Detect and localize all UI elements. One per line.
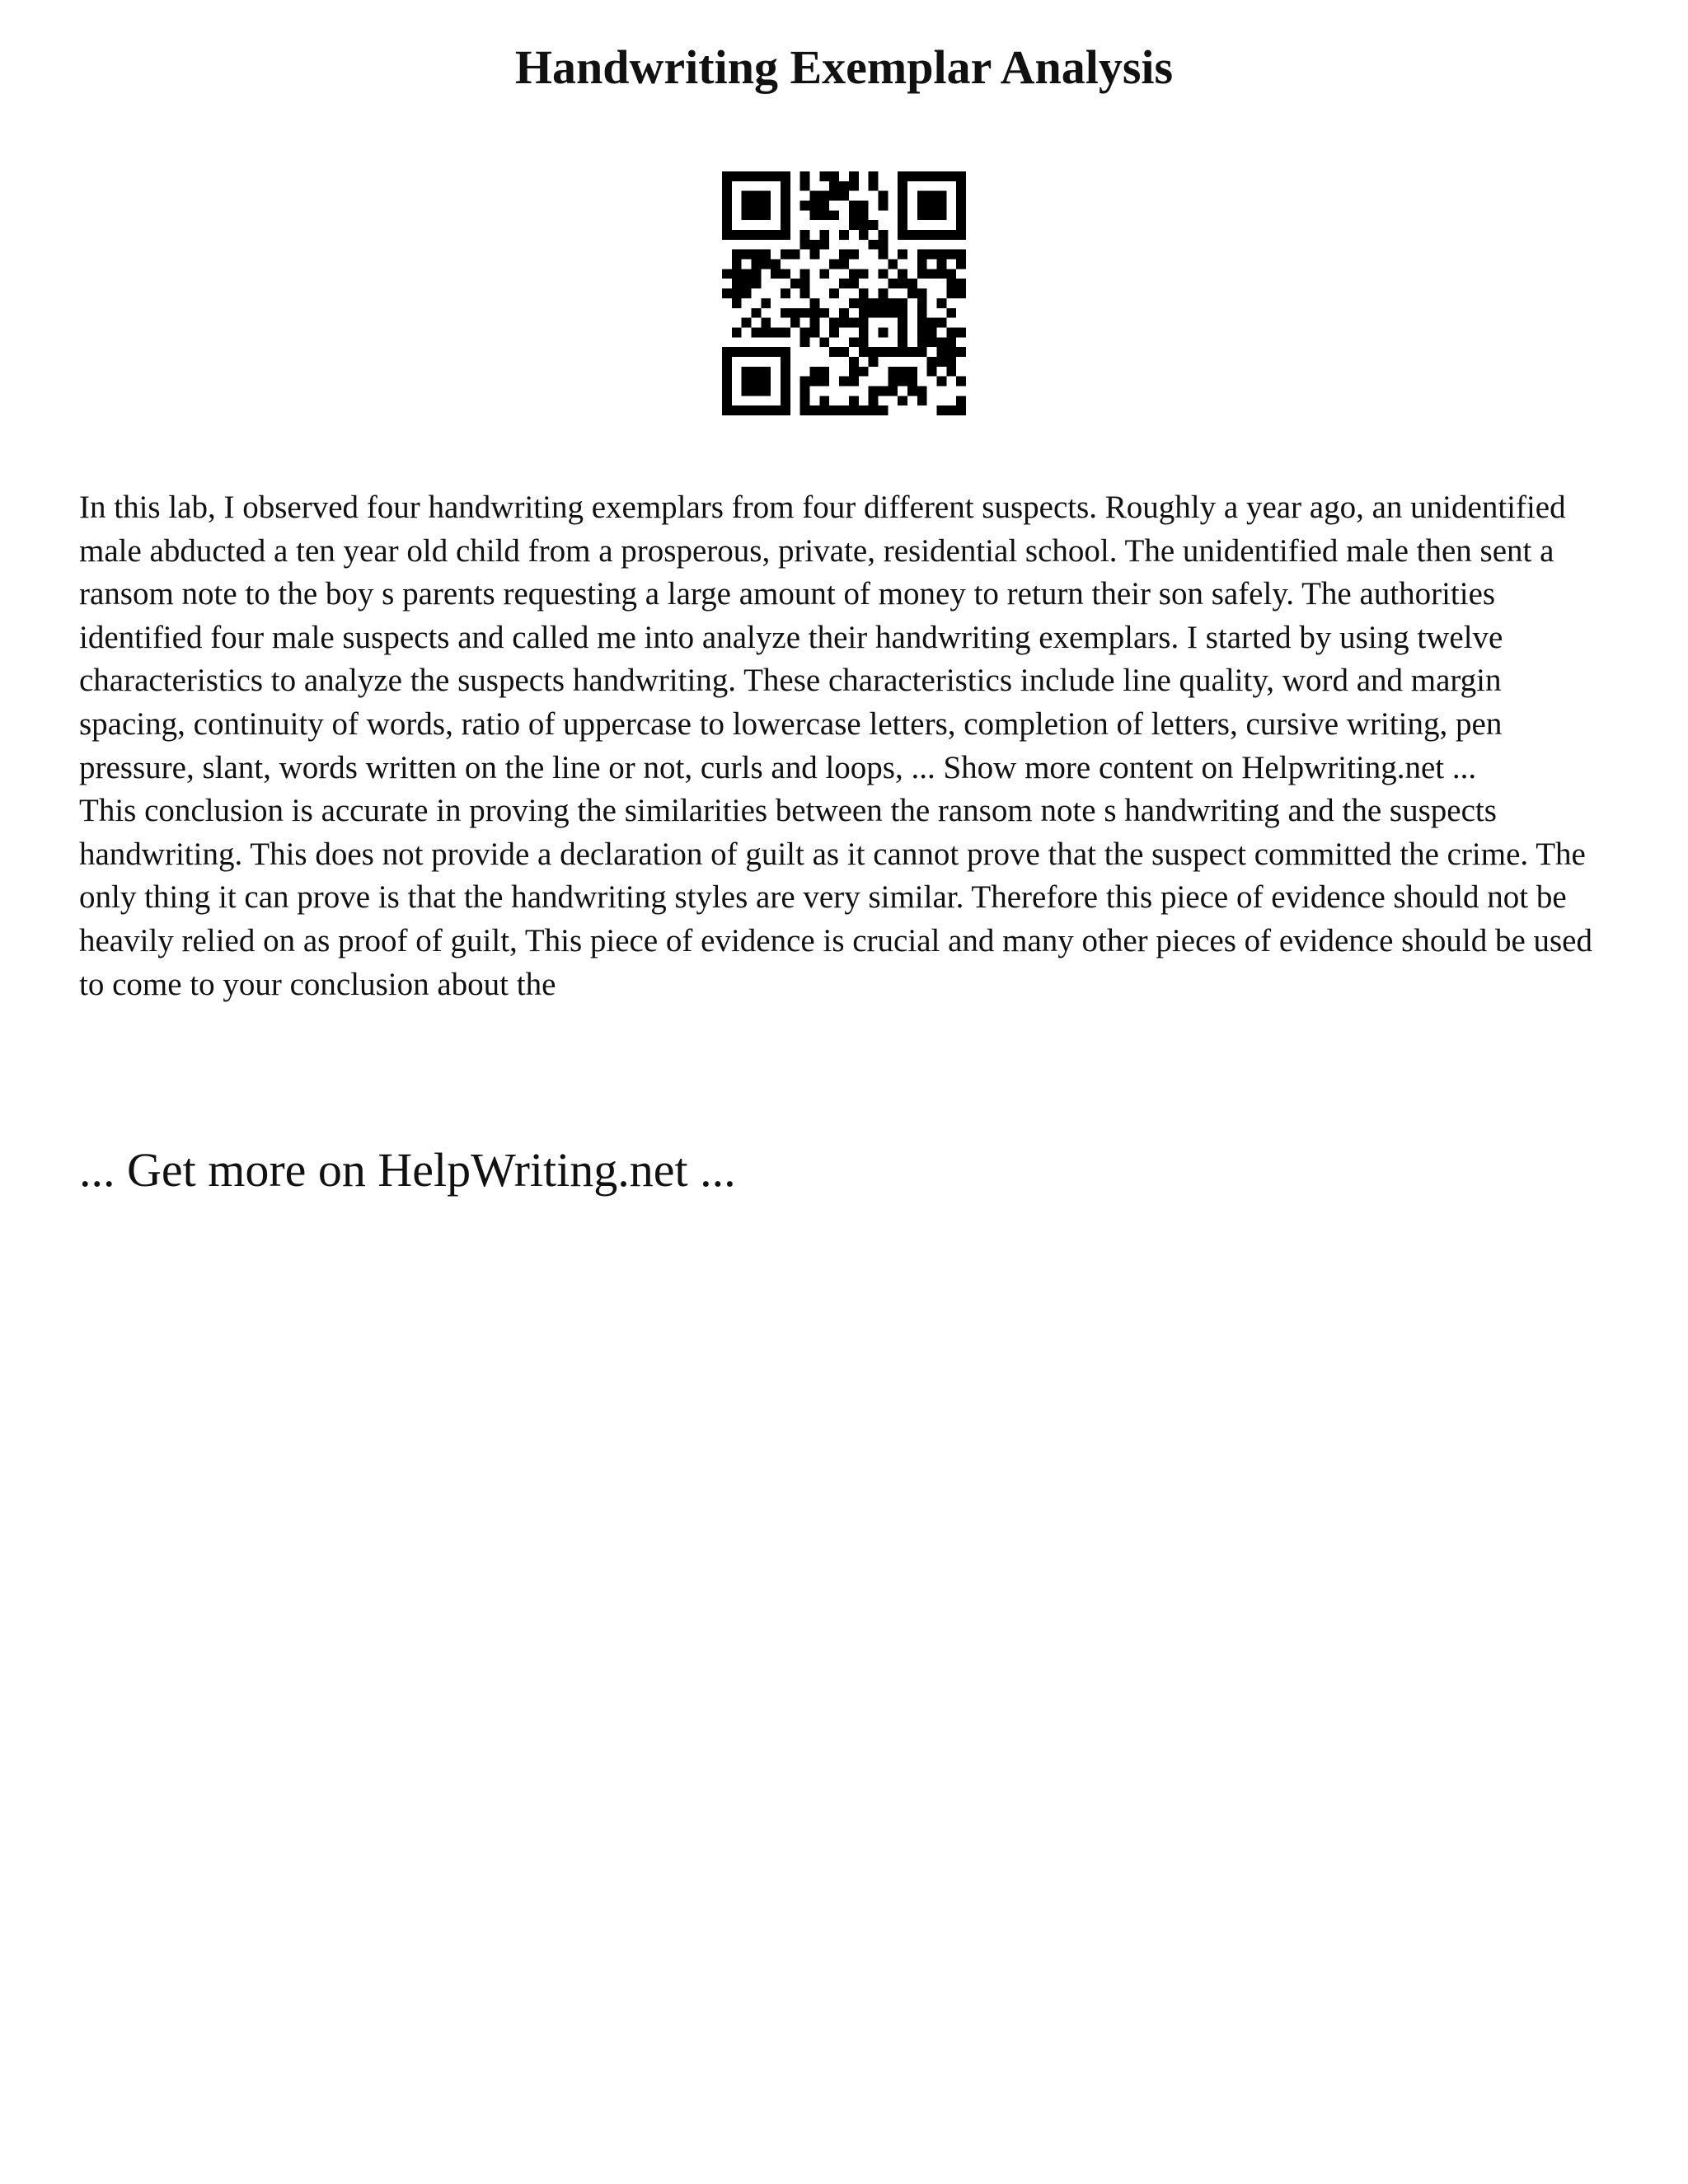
paragraph-intro: In this lab, I observed four handwriting exemplars from four different suspects. Roughly a year ago, an unidentified male abducted a ten year old child from a prosperous, private, residential school. The unidentified male then sent a ransom note to the boy s parents requesting a large amount of money to return their son safely. The authorities identified four male suspects and called me into analyze their handwriting exemplars. I started by using twelve characteristics to analyze the suspects handwriting. These characteristics include line quality, word and margin spacing, continuity of words, ratio of uppercase to lowercase letters, completion of letters, cursive writing, pen pressure, slant, words written on the line or not, curls and loops, ... Show more content on Helpwriting.net ...	[79, 490, 1566, 785]
get-more-link[interactable]: ... Get more on HelpWriting.net ...	[79, 1143, 736, 1197]
paragraph-conclusion: This conclusion is accurate in proving the similarities between the ransom note s handwriting and the suspects handwriting. This does not provide a declaration of guilt as it cannot prove that the suspect committed the crime. The only thing it can prove is that the handwriting styles are very similar. Therefore this piece of evidence should not be heavily relied on as proof of guilt, This piece of evidence is crucial and many other pieces of evidence should be used to come to your conclusion about the	[79, 793, 1592, 1002]
body-text	[79, 486, 1612, 1006]
qr-code-icon	[722, 171, 966, 415]
page-title: Handwriting Exemplar Analysis	[514, 40, 1174, 94]
